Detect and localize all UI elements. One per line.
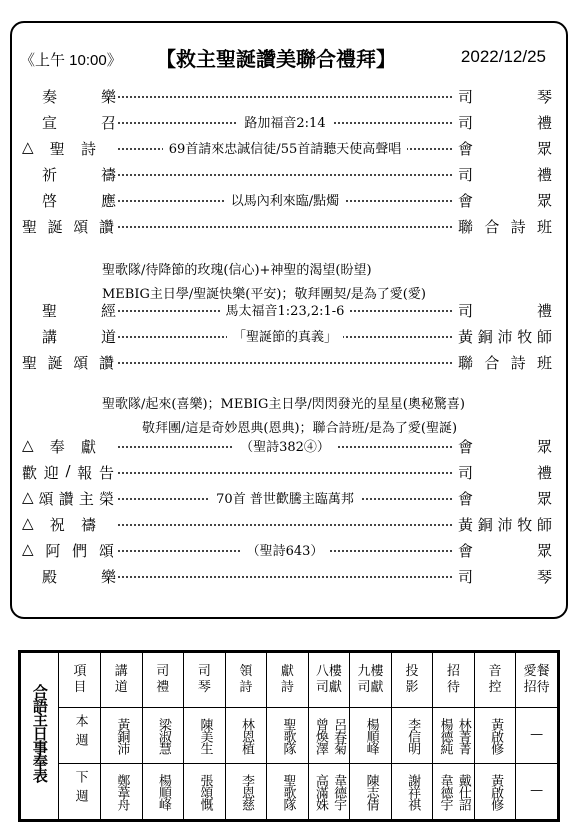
col-header: 音控 [474, 653, 516, 708]
service-time: 《上午 10:00》 [20, 52, 122, 69]
leader-dots [118, 226, 452, 228]
order-item-leader: 司 琴 [458, 88, 552, 106]
col-header: 招待 [433, 653, 475, 708]
col-header: 領詩 [225, 653, 267, 708]
order-item [18, 565, 556, 587]
col-header: 八樓司獻 [308, 653, 350, 708]
col-header: 司琴 [184, 653, 226, 708]
order-item-label: 歡 迎 / 報 告 [22, 462, 114, 482]
order-item [18, 513, 556, 535]
order-item-leader: 司 琴 [458, 568, 552, 586]
order-item-detail: 路加福音2:14 [118, 112, 452, 131]
corner-header: 項目 [59, 653, 101, 708]
order-item-leader: 司 禮 [458, 114, 552, 132]
order-item-label: 殿 樂 [42, 568, 116, 586]
schedule-cell: 楊順峰 [350, 708, 392, 764]
order-item-leader: 會 眾 [458, 140, 552, 158]
order-item-label: △ 聖 詩 [22, 138, 96, 158]
order-item-leader: 司 禮 [458, 464, 552, 482]
order-item [18, 111, 556, 133]
col-header: 愛餐招待 [516, 653, 558, 708]
schedule-cell: 黃銅沛 [101, 708, 143, 764]
schedule-cell: 李恩慈 [225, 764, 267, 820]
schedule-cell: 陳志倩 [350, 764, 392, 820]
schedule-cell: 聖歌隊 [267, 764, 309, 820]
order-item-leader: 會 眾 [458, 192, 552, 210]
order-item [18, 163, 556, 185]
praise-list-2-line-2: 敬拜團/這是奇妙恩典(恩典)；聯合詩班/是為了愛(聖誕) [142, 421, 458, 436]
order-item-leader: 會 眾 [458, 490, 552, 508]
order-item-leader: 黃 銅 沛 牧 師 [458, 328, 552, 346]
order-item-label: 啓 應 [42, 192, 116, 210]
order-item-leader: 聯 合 詩 班 [458, 354, 552, 372]
week-label: 本週 [59, 708, 101, 764]
service-date: 2022/12/25 [460, 47, 546, 66]
order-item-label: △ 阿 們 頌 [22, 540, 114, 560]
order-item-label: 講 道 [42, 328, 116, 346]
leader-dots [118, 174, 452, 176]
week-label: 下週 [59, 764, 101, 820]
order-item-label: 宣 召 [42, 114, 116, 132]
col-header: 司禮 [142, 653, 184, 708]
order-item-label: 聖 經 [42, 302, 116, 320]
order-item-detail: 70首 普世歡騰主臨萬邦 [118, 488, 452, 507]
service-schedule-table [18, 650, 560, 822]
order-item-label: 聖 誕 頌 讚 [22, 354, 114, 372]
schedule-cell: 林菁菁 楊德純 [433, 708, 475, 764]
col-header: 九樓司獻 [350, 653, 392, 708]
order-item-leader: 會 眾 [458, 542, 552, 560]
order-item [18, 215, 556, 237]
leader-dots [118, 362, 452, 364]
order-item [18, 539, 556, 561]
schedule-cell: 李信明 [391, 708, 433, 764]
order-item-leader: 司 禮 [458, 302, 552, 320]
leader-dots [118, 96, 452, 98]
praise-list-2-line-1: 聖歌隊/起來(喜樂)；MEBIG主日學/閃閃發光的星星(奧秘驚喜) [102, 397, 465, 412]
order-item-label: 祈 禱 [42, 166, 116, 184]
schedule-cell: 聖歌隊 [267, 708, 309, 764]
order-item-leader: 聯 合 詩 班 [458, 218, 552, 236]
order-item-label: 奏 樂 [42, 88, 116, 106]
schedule-cell: 陳美生 [184, 708, 226, 764]
order-item-detail: （聖詩643） [118, 540, 452, 559]
col-header: 獻詩 [267, 653, 309, 708]
schedule-cell: 戴仕詔 韋德宇 [433, 764, 475, 820]
schedule-cell: — [516, 764, 558, 820]
order-item-detail: （聖詩382④） [118, 436, 452, 455]
order-of-service-card [10, 21, 568, 619]
schedule-heading: 合語主日事奉表 [21, 653, 59, 820]
service-title: 【救主聖誕讚美聯合禮拜】 [156, 47, 396, 71]
schedule-cell: 張頌慨 [184, 764, 226, 820]
order-item-leader: 司 禮 [458, 166, 552, 184]
leader-dots [118, 472, 452, 474]
order-item-detail: 馬太福音1:23,2:1-6 [118, 300, 452, 319]
schedule-cell: 黃啟修 [474, 764, 516, 820]
order-item [18, 461, 556, 483]
schedule-cell: 謝祥祺 [391, 764, 433, 820]
order-item [18, 325, 556, 347]
schedule-cell: 韋德宇 高滿姝 [308, 764, 350, 820]
order-item [18, 487, 556, 509]
order-item [18, 85, 556, 107]
order-item-label: △ 祝 禱 [22, 514, 96, 534]
order-item-label: △ 頌 讚 主 榮 [22, 488, 114, 508]
leader-dots [118, 524, 452, 526]
order-item-detail: 69首請來忠誠信徒/55首請聽天使高聲唱 [118, 138, 452, 157]
col-header: 講道 [101, 653, 143, 708]
col-header: 投影 [391, 653, 433, 708]
order-item [18, 137, 556, 159]
order-item [18, 189, 556, 211]
order-item [18, 351, 556, 373]
praise-list-1-line-2: MEBIG主日學/聖誕快樂(平安)；敬拜團契/是為了愛(愛) [102, 287, 426, 302]
schedule-cell: 梁淑慧 [142, 708, 184, 764]
praise-list-1-line-1: 聖歌隊/待降節的玫瑰(信心)+神聖的渴望(盼望) [102, 263, 372, 278]
order-item-leader: 黃 銅 沛 牧 師 [458, 516, 552, 534]
order-item-leader: 會 眾 [458, 438, 552, 456]
leader-dots [118, 576, 452, 578]
schedule-cell: — [516, 708, 558, 764]
order-item [18, 299, 556, 321]
schedule-cell: 鄭葦舟 [101, 764, 143, 820]
schedule-cell: 黃啟修 [474, 708, 516, 764]
schedule-cell: 呂春菊 曾煥澤 [308, 708, 350, 764]
order-item-label: 聖 誕 頌 讚 [22, 218, 114, 236]
order-item-detail: 「聖誕節的真義」 [118, 326, 452, 345]
order-item-label: △ 奉 獻 [22, 436, 96, 456]
schedule-cell: 楊順峰 [142, 764, 184, 820]
order-item-detail: 以馬內利來臨/點燭 [118, 190, 452, 209]
order-item [18, 435, 556, 457]
schedule-cell: 林恩植 [225, 708, 267, 764]
